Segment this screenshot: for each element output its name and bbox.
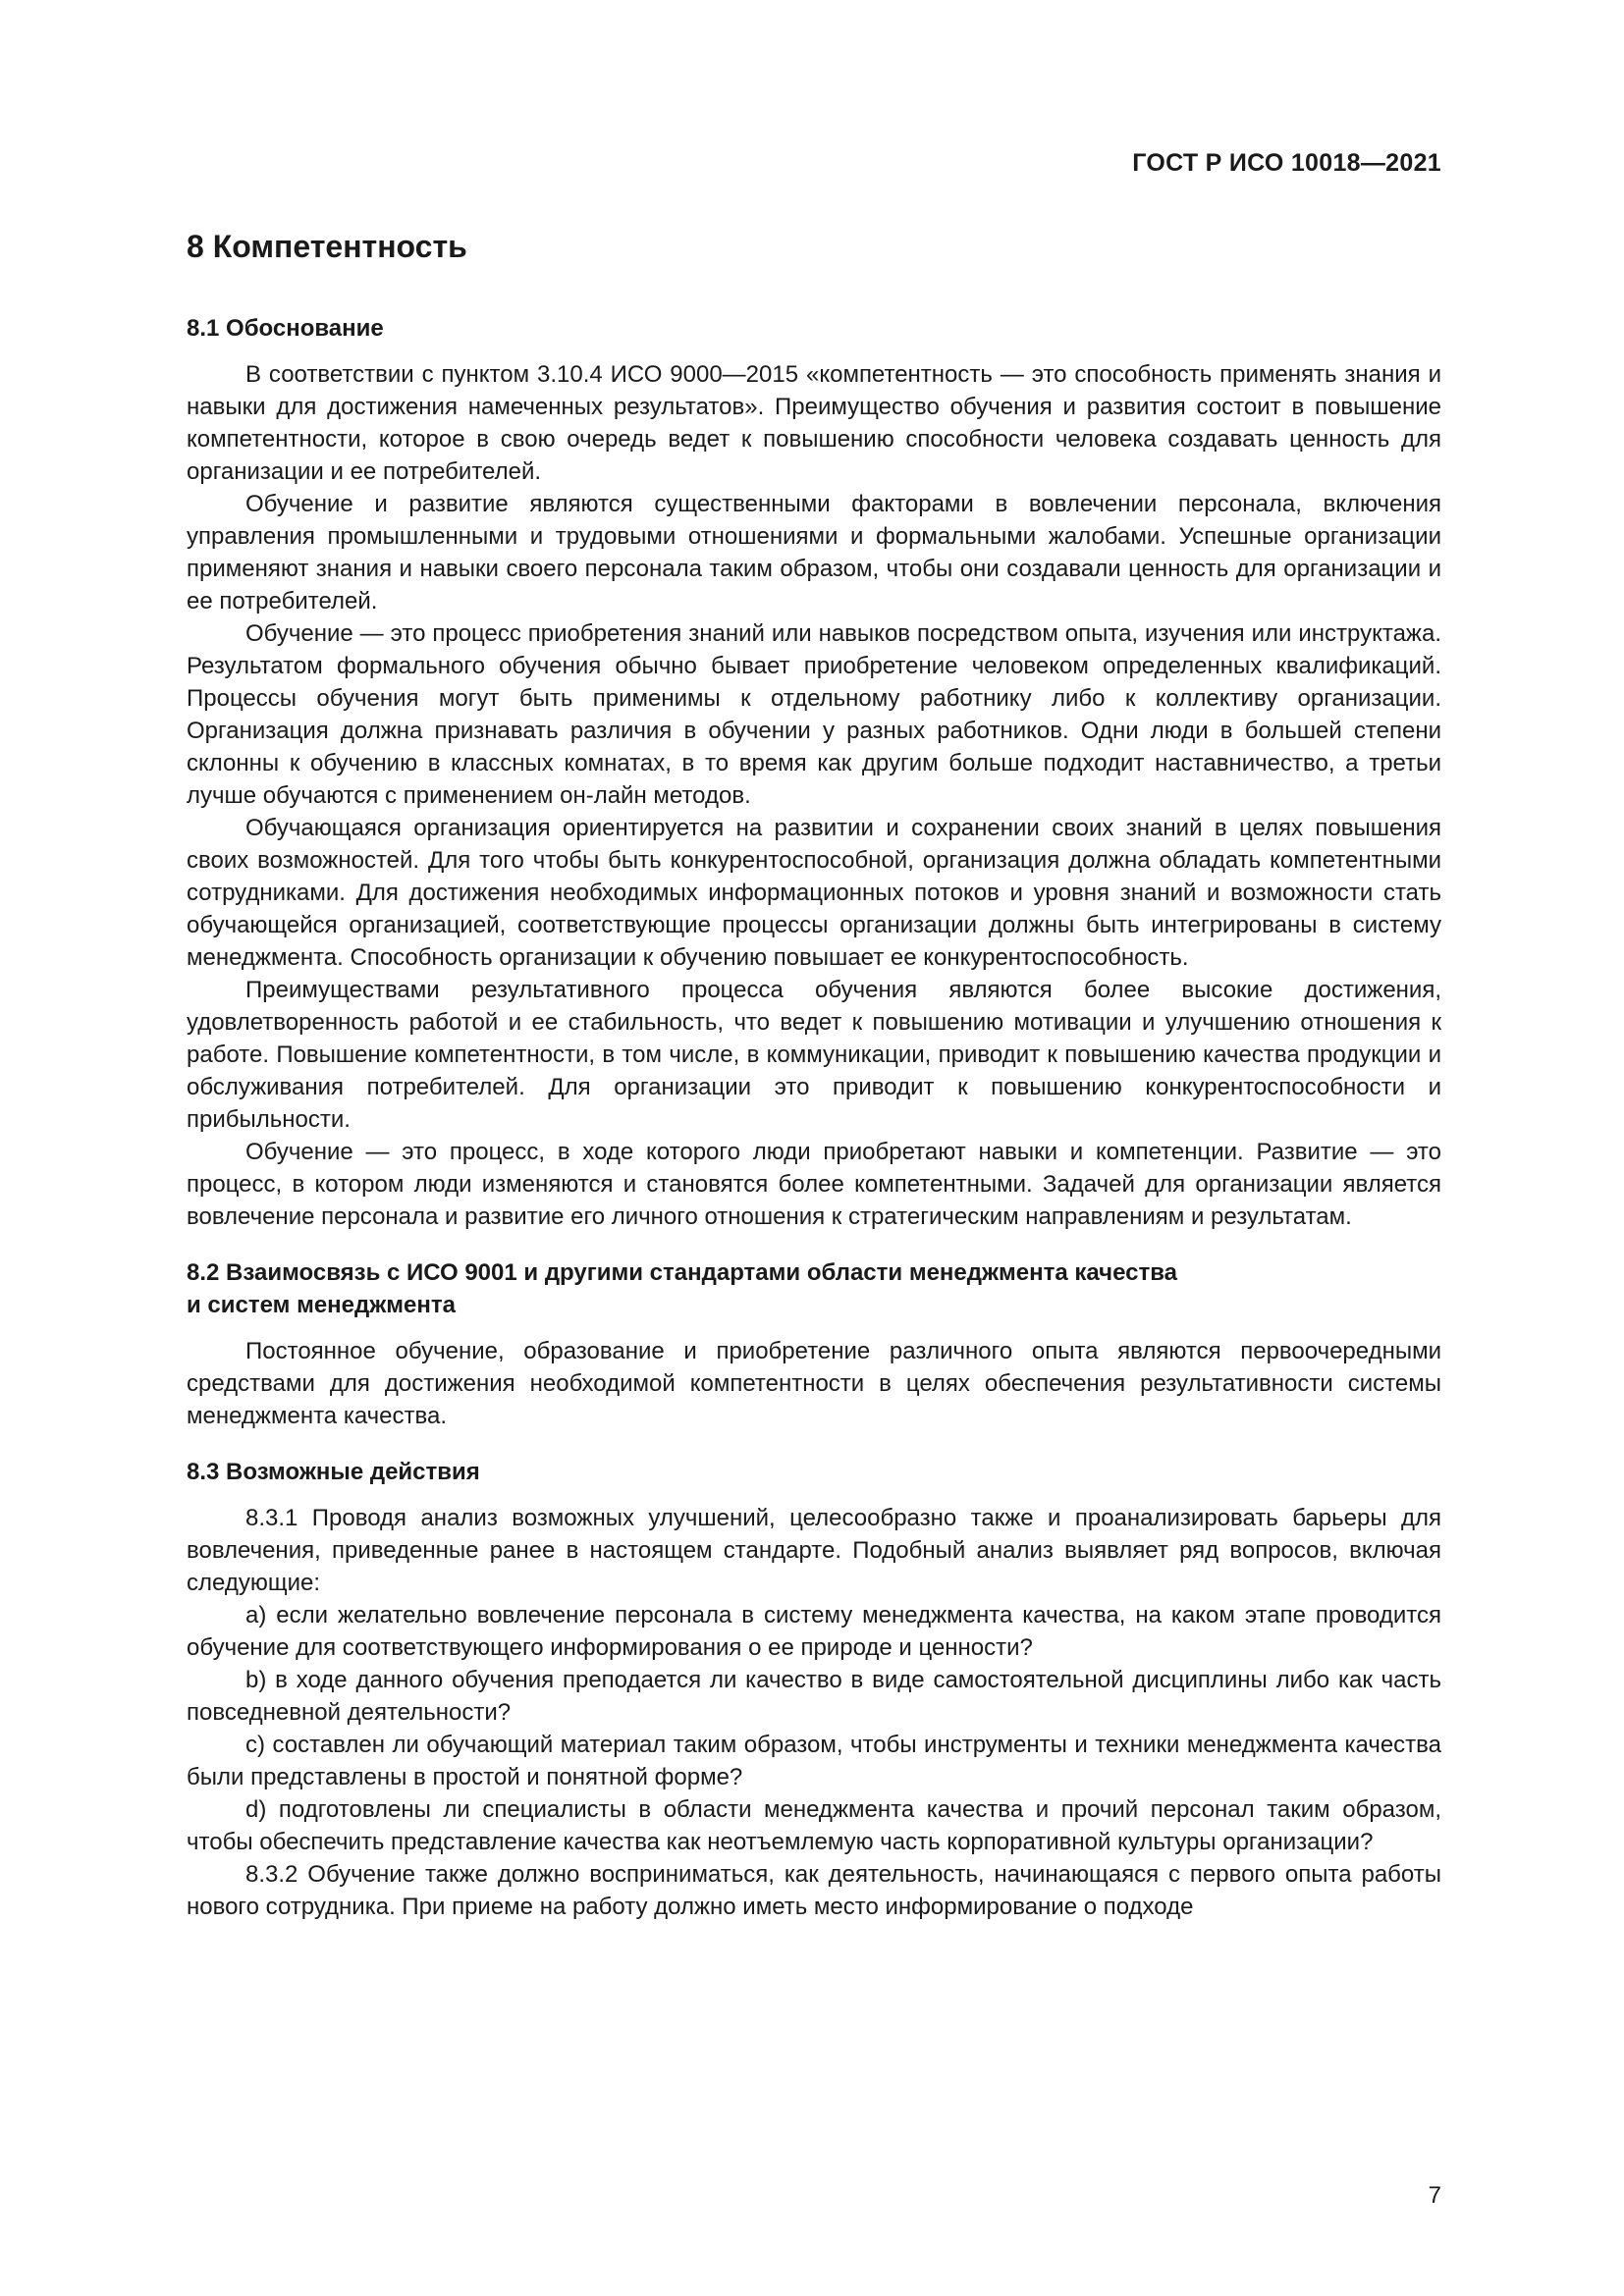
document-header: ГОСТ Р ИСО 10018—2021 (1132, 149, 1441, 177)
paragraph: Обучение и развитие являются существенными факторами в вовлечении персонала, включения управления промышленными и трудовыми отношениями и формальными жалобами. Успешные организации применяют знания и навыки своего персонала таким образом, чтобы они создавали ценность для организации и ее потребителей. (187, 491, 1441, 614)
paragraph: 8.3.2 Обучение также должно восприниматься, как деятельность, начинающаяся с первого опыта работы нового сотрудника. При приеме на работу должно иметь место информирование о подходе (187, 1861, 1441, 1920)
section-title: 8 Компетентность (187, 229, 467, 264)
paragraph: Постоянное обучение, образование и приобретение различного опыта являются первоочередными средствами для достижения необходимой компетентности в целях обеспечения результативности системы менеджмента качества. (187, 1338, 1441, 1429)
paragraph: В соответствии с пунктом 3.10.4 ИСО 9000—2015 «компетентность — это способность применять знания и навыки для достижения намеченных результатов». Преимущество обучения и развития состоит в повышение компетентности, которое в свою очередь ведет к повышению способности человека создавать ценность для организации и ее потребителей. (187, 361, 1441, 485)
subsection-title-8-1: 8.1 Обоснование (187, 315, 384, 342)
list-item: a) если желательно вовлечение персонала в систему менеджмента качества, на каком этапе проводится обучение для соответствующего информирования о ее природе и ценности? (187, 1602, 1441, 1661)
list-item: d) подготовлены ли специалисты в области менеджмента качества и прочий персонал таким образом, чтобы обеспечить представление качества как неотъемлемую часть корпоративной культуры организации? (187, 1796, 1441, 1855)
paragraph: Преимуществами результативного процесса обучения являются более высокие достижения, удовлетворенность работой и ее стабильность, что ведет к повышению мотивации и улучшению отношения к работе. Повышение компетентности, в том числе, в коммуникации, приводит к повышению качества продукции и обслуживания потребителей. Для организации это приводит к повышению конкурентоспособности и прибыльности. (187, 977, 1441, 1133)
subsection-title-8-2 (187, 1256, 1441, 1321)
paragraph: 8.3.1 Проводя анализ возможных улучшений, целесообразно также и проанализировать барьеры для вовлечения, приведенные ранее в настоящем стандарте. Подобный анализ выявляет ряд вопросов, включая следующие: (187, 1505, 1441, 1596)
list-item: b) в ходе данного обучения преподается ли качество в виде самостоятельной дисциплины либо как часть повседневной деятельности? (187, 1667, 1441, 1726)
paragraph: Обучение — это процесс приобретения знаний или навыков посредством опыта, изучения или инструктажа. Результатом формального обучения обычно бывает приобретение человеком определенных квалификаций. Процессы обучения могут быть применимы к отдельному работнику либо к коллективу организации. Организация должна признавать различия в обучении у разных работников. Одни люди в большей степени склонны к обучению в классных комнатах, в то время как другим больше подходит наставничество, а третьи лучше обучаются с применением он-лайн методов. (187, 620, 1441, 809)
subsection-title-line: и систем менеджмента (187, 1292, 456, 1318)
page-content (187, 221, 1441, 1923)
paragraph: Обучение — это процесс, в ходе которого люди приобретают навыки и компетенции. Развитие — это процесс, в котором люди изменяются и становятся более компетентными. Задачей для организации является вовлечение персонала и развитие его личного отношения к стратегическим направлениям и результатам. (187, 1139, 1441, 1230)
paragraph: Обучающаяся организация ориентируется на развитии и сохранении своих знаний в целях повышения своих возможностей. Для того чтобы быть конкурентоспособной, организация должна обладать компетентными сотрудниками. Для достижения необходимых информационных потоков и уровня знаний и возможности стать обучающейся организацией, соответствующие процессы организации должны быть интегрированы в систему менеджмента. Способность организации к обучению повышает ее конкурентоспособность. (187, 815, 1441, 971)
page-number: 7 (1428, 2182, 1441, 2209)
subsection-title-8-3: 8.3 Возможные действия (187, 1459, 480, 1485)
subsection-title-line: 8.2 Взаимосвязь с ИСО 9001 и другими стандартами области менеджмента качества (187, 1259, 1177, 1286)
list-item: c) составлен ли обучающий материал таким образом, чтобы инструменты и техники менеджмента качества были представлены в простой и понятной форме? (187, 1732, 1441, 1790)
